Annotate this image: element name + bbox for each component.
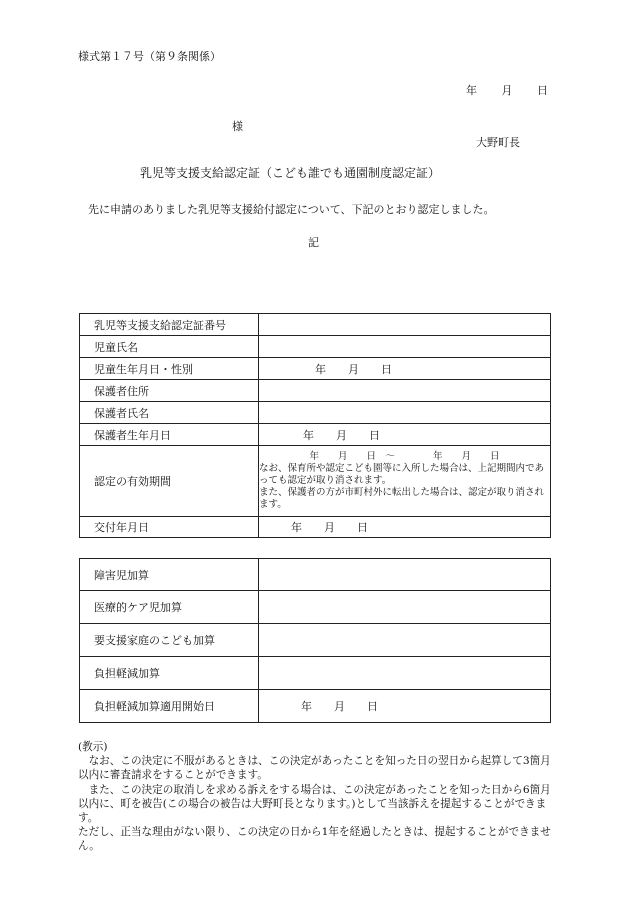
table-row [80, 402, 551, 424]
form-number: 様式第１７号（第９条関係） [78, 50, 221, 63]
support-family-addition-field[interactable] [259, 624, 551, 657]
table-row [80, 657, 551, 690]
row-label: 負担軽減加算適用開始日 [80, 690, 259, 723]
date-month-label: 月 [501, 84, 513, 97]
burden-reduction-start-field[interactable]: 年 月 日 [259, 690, 551, 723]
validity-note: また、保護者の方が市町村外に転出した場合は、認定が取り消されます。 [259, 487, 545, 510]
row-label: 認定の有効期間 [80, 446, 259, 517]
notes-paragraph: また、この決定の取消しを求める訴えをする場合は、この決定があったことを知った日から6箇月以内に、町を被告(この場合の被告は大野町長となります。)として当該訴えを提起することができます。 [78, 783, 551, 825]
table-row [80, 314, 551, 336]
additions-table [79, 558, 551, 723]
certificate-table [79, 313, 551, 538]
addressee-suffix: 様 [232, 120, 243, 133]
date-day-label: 日 [537, 84, 548, 97]
issue-date-field[interactable]: 年 月 日 [259, 517, 551, 538]
table-row [80, 517, 551, 538]
table-row [80, 358, 551, 380]
instructions-notes [78, 740, 554, 854]
disability-addition-field[interactable] [259, 559, 551, 591]
row-label: 要支援家庭のこども加算 [80, 624, 259, 657]
date-year-label: 年 [466, 84, 477, 97]
ki-marker: 記 [308, 236, 319, 249]
row-label: 保護者氏名 [80, 402, 259, 424]
table-row [80, 624, 551, 657]
table-row [80, 591, 551, 624]
burden-reduction-field[interactable] [259, 657, 551, 690]
guardian-address-field[interactable] [259, 380, 551, 402]
validity-note: なお、保育所や認定こども園等に入所した場合は、上記期間内であっても認定が取り消されます。 [259, 463, 545, 486]
certificate-number-field[interactable] [259, 314, 551, 336]
table-row [80, 336, 551, 358]
row-label: 児童生年月日・性別 [80, 358, 259, 380]
row-label: 医療的ケア児加算 [80, 591, 259, 624]
row-label: 障害児加算 [80, 559, 259, 591]
row-label: 児童氏名 [80, 336, 259, 358]
row-label: 保護者住所 [80, 380, 259, 402]
guardian-name-field[interactable] [259, 402, 551, 424]
notes-heading: (教示) [78, 741, 108, 753]
child-name-field[interactable] [259, 336, 551, 358]
issuer-name: 大野町長 [476, 136, 520, 149]
row-label: 乳児等支援支給認定証番号 [80, 314, 259, 336]
table-row [80, 380, 551, 402]
intro-text: 先に申請のありました乳児等支援給付認定について、下記のとおり認定しました。 [88, 203, 495, 216]
validity-period-field[interactable] [259, 446, 551, 517]
guardian-birthdate-field[interactable]: 年 月 日 [259, 424, 551, 446]
issue-date-header [466, 82, 548, 98]
notes-paragraph: ただし、正当な理由がない限り、この決定の日から1年を経過したときは、提起することができません。 [78, 826, 551, 853]
table-row [80, 559, 551, 591]
child-birthdate-field[interactable]: 年 月 日 [259, 358, 551, 380]
table-row [80, 424, 551, 446]
row-label: 交付年月日 [80, 517, 259, 538]
row-label: 保護者生年月日 [80, 424, 259, 446]
table-row [80, 690, 551, 723]
medical-care-addition-field[interactable] [259, 591, 551, 624]
document-title: 乳児等支援支給認定証（こども誰でも通園制度認定証） [140, 166, 441, 180]
validity-range: 年 月 日 ～ 年 月 日 [309, 451, 500, 462]
notes-paragraph: なお、この決定に不服があるときは、この決定があったことを知った日の翌日から起算して3箇月以内に審査請求をすることができます。 [78, 755, 551, 782]
row-label: 負担軽減加算 [80, 657, 259, 690]
table-row [80, 446, 551, 517]
